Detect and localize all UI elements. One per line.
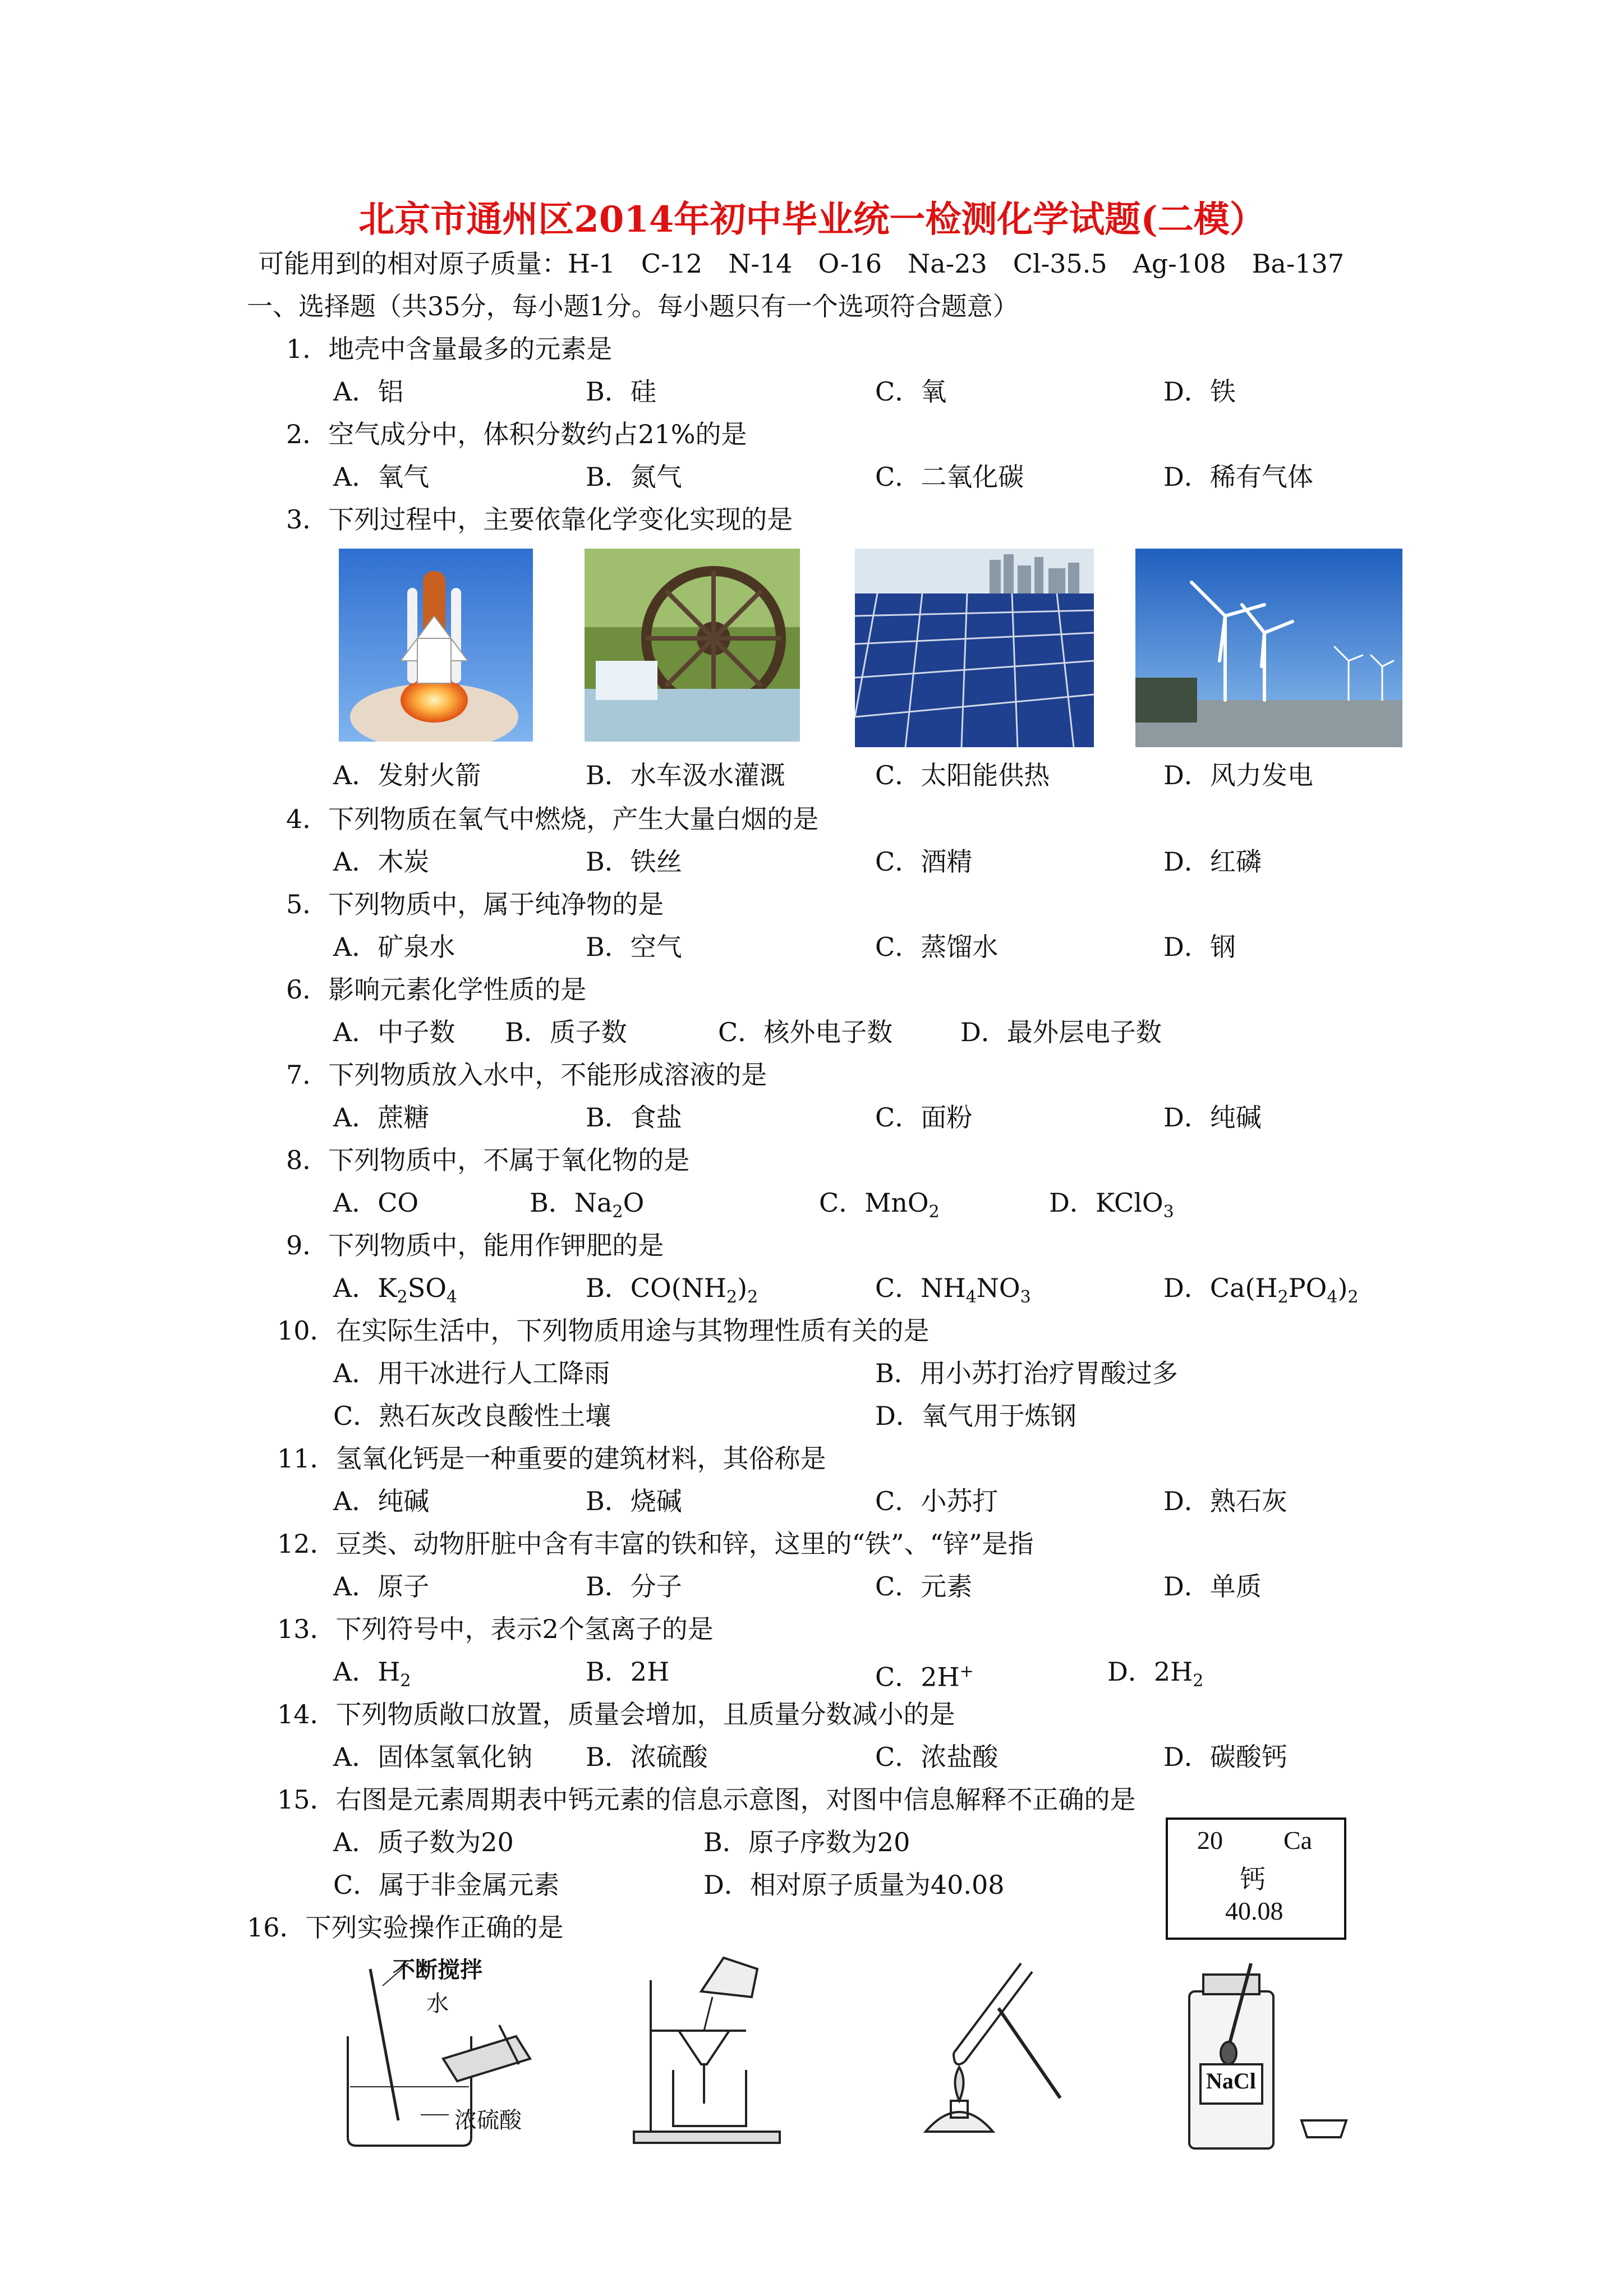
atomic-mass: 40.08 (1225, 1897, 1283, 1925)
q5-option-a: A．矿泉水 (333, 932, 456, 962)
q6-option-c: C．核外电子数 (718, 1017, 893, 1047)
question-12-stem: 12．豆类、动物肝脏中含有丰富的铁和锌，这里的“铁”、“锌”是指 (277, 1529, 1034, 1559)
q3-option-b: B．水车汲水灌溉 (586, 760, 785, 790)
q3-option-c: C．太阳能供热 (875, 760, 1050, 790)
q10-option-c: C．熟石灰改良酸性土壤 (333, 1401, 611, 1431)
q9-option-c: C．$NH_4NO_3$ (875, 1273, 1031, 1308)
q13-option-b: B．2H (586, 1657, 670, 1687)
question-16-stem: 16．下列实验操作正确的是 (247, 1912, 564, 1943)
wind-turbine-photo (1135, 549, 1402, 747)
solar-panel-photo (855, 549, 1094, 747)
diluting-acid-diagram (337, 1952, 572, 2154)
question-5-stem: 5．下列物质中，属于纯净物的是 (286, 889, 664, 919)
rocket-launch-photo (339, 549, 533, 742)
nacl-label: NaCl (1206, 2068, 1256, 2093)
q4-option-d: D．红磷 (1163, 846, 1262, 877)
q9-option-a: A．$K_2SO_4$ (333, 1273, 458, 1308)
q9-option-d: D．$Ca(H_2PO_4)_2$ (1163, 1273, 1359, 1308)
q15-option-c: C．属于非金属元素 (333, 1870, 560, 1900)
q8-option-b: B．$Na_2O$ (530, 1188, 645, 1222)
q2-option-b: B．氮气 (586, 462, 682, 492)
filtration-diagram (617, 1947, 802, 2148)
acid-label: 浓硫酸 (454, 2108, 522, 2133)
q6-option-a: A．中子数 (333, 1017, 456, 1047)
q7-option-c: C．面粉 (875, 1102, 973, 1133)
calcium-element-card (1166, 1818, 1346, 1940)
q15-option-a: A．质子数为20 (333, 1827, 514, 1857)
question-10-stem: 10．在实际生活中，下列物质用途与其物理性质有关的是 (277, 1315, 930, 1346)
q13-option-a: A．$H_2$ (333, 1657, 411, 1691)
q11-option-b: B．烧碱 (586, 1486, 682, 1516)
question-6-stem: 6．影响元素化学性质的是 (286, 974, 587, 1005)
page-title: 北京市通州区2014年初中毕业统一检测化学试题(二模） (358, 199, 1266, 241)
question-8-stem: 8．下列物质中，不属于氧化物的是 (286, 1145, 690, 1175)
q13-option-c: C．2H+ (875, 1662, 974, 1692)
q10-option-b: B．用小苏打治疗胃酸过多 (875, 1358, 1178, 1388)
q12-option-d: D．单质 (1163, 1571, 1262, 1602)
question-2-stem: 2．空气成分中，体积分数约占21%的是 (286, 419, 747, 449)
q3-option-a: A．发射火箭 (333, 760, 481, 790)
q15-option-b: B．原子序数为20 (703, 1827, 910, 1857)
q5-option-c: C．蒸馏水 (875, 932, 999, 962)
q10-option-a: A．用干冰进行人工降雨 (333, 1358, 610, 1388)
question-1-stem: 1．地壳中含量最多的元素是 (286, 334, 613, 364)
question-3-stem: 3．下列过程中，主要依靠化学变化实现的是 (286, 504, 793, 535)
question-13-stem: 13．下列符号中，表示2个氢离子的是 (277, 1614, 714, 1644)
q1-option-b: B．硅 (586, 376, 656, 407)
q5-option-b: B．空气 (586, 932, 682, 962)
atomic-number: 20 (1197, 1826, 1223, 1855)
q6-option-d: D．最外层电子数 (960, 1017, 1162, 1047)
q6-option-b: B．质子数 (505, 1017, 627, 1047)
q9-option-b: B．$CO(NH_2)_2$ (586, 1273, 758, 1308)
q14-option-d: D．碳酸钙 (1163, 1742, 1287, 1772)
question-9-stem: 9．下列物质中，能用作钾肥的是 (286, 1230, 664, 1260)
q13-option-d: D．$2H_2$ (1107, 1657, 1204, 1691)
q1-option-a: A．铝 (333, 376, 404, 407)
q8-option-d: D．KClO$_3$ (1049, 1188, 1174, 1222)
section-heading: 一、选择题（共35分，每小题1分。每小题只有一个选项符合题意） (247, 291, 1019, 321)
q14-option-a: A．固体氢氧化钠 (333, 1742, 533, 1772)
water-label: 水 (426, 1991, 449, 2017)
q8-option-c: C．MnO$_2$ (819, 1188, 940, 1222)
q11-option-d: D．熟石灰 (1163, 1486, 1287, 1516)
stir-label: 不断搅拌 (393, 1957, 482, 1983)
q12-option-a: A．原子 (333, 1571, 430, 1602)
q1-option-d: D．铁 (1163, 376, 1236, 407)
q4-option-b: B．铁丝 (586, 846, 682, 877)
question-7-stem: 7．下列物质放入水中，不能形成溶液的是 (286, 1060, 767, 1090)
q8-option-a: A．CO (333, 1188, 419, 1218)
q5-option-d: D．钢 (1163, 932, 1236, 962)
q2-option-a: A．氧气 (333, 462, 430, 492)
question-11-stem: 11．氢氧化钙是一种重要的建筑材料，其俗称是 (277, 1443, 826, 1474)
atomic-masses: 可能用到的相对原子质量：H-1 C-12 N-14 O-16 Na-23 Cl-35.5 Ag-108 Ba-137 (258, 249, 1345, 279)
q4-option-c: C．酒精 (875, 846, 973, 877)
q3-option-d: D．风力发电 (1163, 760, 1313, 790)
q1-option-c: C．氧 (875, 376, 947, 407)
q11-option-a: A．纯碱 (333, 1486, 430, 1516)
q14-option-c: C．浓盐酸 (875, 1742, 999, 1772)
q10-option-d: D．氧气用于炼钢 (875, 1401, 1076, 1431)
question-14-stem: 14．下列物质敞口放置，质量会增加，且质量分数减小的是 (277, 1699, 955, 1729)
question-4-stem: 4．下列物质在氧气中燃烧，产生大量白烟的是 (286, 804, 819, 834)
q12-option-c: C．元素 (875, 1571, 973, 1602)
element-symbol: Ca (1283, 1826, 1313, 1855)
nacl-bottle-diagram (1178, 1952, 1369, 2154)
q11-option-c: C．小苏打 (875, 1486, 999, 1516)
element-name: 钙 (1240, 1865, 1266, 1894)
q2-option-d: D．稀有气体 (1163, 462, 1313, 492)
q12-option-b: B．分子 (586, 1571, 682, 1602)
question-15-stem: 15．右图是元素周期表中钙元素的信息示意图，对图中信息解释不正确的是 (277, 1784, 1136, 1815)
q15-option-d: D．相对原子质量为40.08 (703, 1870, 1005, 1900)
q4-option-a: A．木炭 (333, 846, 430, 877)
q7-option-a: A．蔗糖 (333, 1102, 430, 1133)
q2-option-c: C．二氧化碳 (875, 462, 1024, 492)
q7-option-b: B．食盐 (586, 1102, 682, 1133)
heating-tube-diagram (898, 1952, 1083, 2154)
q14-option-b: B．浓硫酸 (586, 1742, 708, 1772)
q7-option-d: D．纯碱 (1163, 1102, 1262, 1133)
waterwheel-photo (585, 549, 800, 742)
